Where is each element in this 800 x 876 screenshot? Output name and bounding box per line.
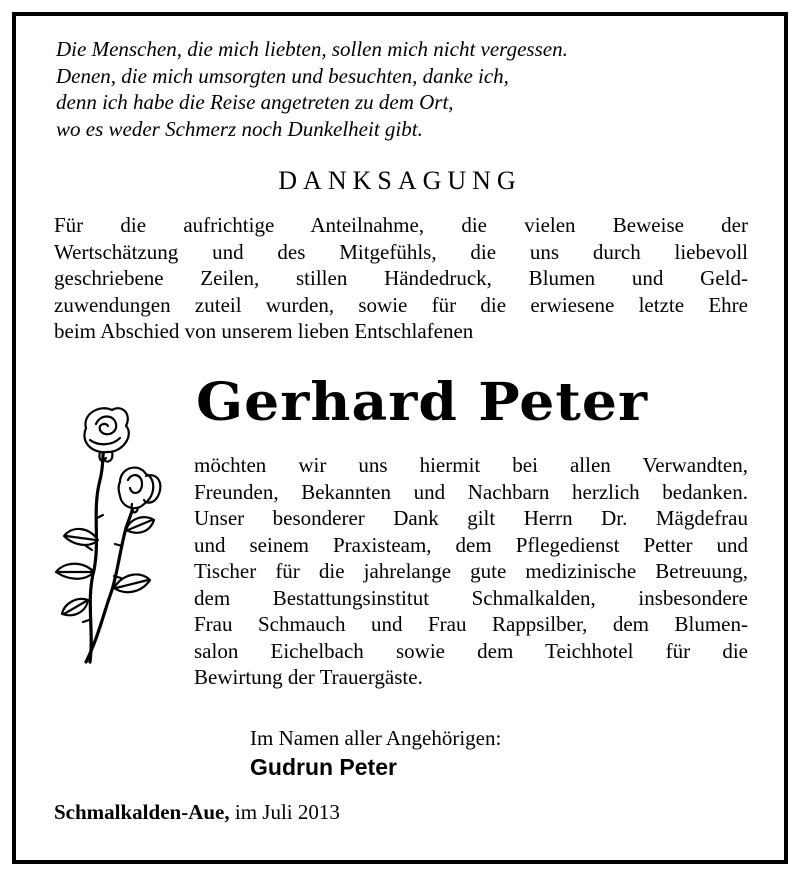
paragraph-line: Frau Schmauch und Frau Rappsilber, dem Blumen- xyxy=(194,612,748,636)
paragraph-line: Bewirtung der Trauergäste. xyxy=(194,665,423,689)
date: im Juli 2013 xyxy=(229,800,340,824)
signature-name: Gudrun Peter xyxy=(250,754,397,780)
paragraph-line: Wertschätzung und des Mitgefühls, die uns durch liebevoll xyxy=(54,239,748,264)
paragraph-line: Für die aufrichtige Anteilnahme, die vielen Beweise der xyxy=(54,213,748,237)
poem-line: wo es weder Schmerz noch Dunkelheit gibt. xyxy=(56,116,423,141)
poem-line: Die Menschen, die mich liebten, sollen mich nicht vergessen. xyxy=(56,37,568,61)
place: Schmalkalden-Aue, xyxy=(54,800,230,824)
place-date xyxy=(54,800,340,825)
thanks-paragraph xyxy=(54,212,748,345)
paragraph-line: salon Eichelbach sowie dem Teichhotel für die xyxy=(194,638,748,663)
poem-line: denn ich habe die Reise angetreten zu dem Ort, xyxy=(56,90,454,114)
poem xyxy=(56,36,568,142)
paragraph-line: zuwendungen zuteil wurden, sowie für die erwiesene letzte Ehre xyxy=(54,292,748,317)
signature-intro: Im Namen aller Angehörigen: xyxy=(250,726,502,750)
paragraph-line: und seinem Praxisteam, dem Pflegedienst Petter und xyxy=(194,532,748,557)
acknowledgement-paragraph xyxy=(194,452,748,691)
paragraph-line: Freunden, Bekannten und Nachbarn herzlich bedanken. xyxy=(194,479,748,504)
heading: DANKSAGUNG xyxy=(278,166,522,195)
deceased-name: Gerhard Peter xyxy=(196,372,649,433)
paragraph-line: geschriebene Zeilen, stillen Händedruck, Blumen und Geld- xyxy=(54,266,748,290)
paragraph-line: Unser besonderer Dank gilt Herrn Dr. Mägdefrau xyxy=(194,506,748,530)
poem-line: Denen, die mich umsorgten und besuchten, danke ich, xyxy=(56,63,509,88)
paragraph-line: Tischer für die jahrelange gute medizinische Betreuung, xyxy=(194,559,748,583)
paragraph-line: beim Abschied von unserem lieben Entschlafenen xyxy=(54,319,474,343)
rose-icon xyxy=(42,400,172,670)
paragraph-line: dem Bestattungsinstitut Schmalkalden, insbesondere xyxy=(194,585,748,610)
paragraph-line: möchten wir uns hiermit bei allen Verwandten, xyxy=(194,453,748,477)
